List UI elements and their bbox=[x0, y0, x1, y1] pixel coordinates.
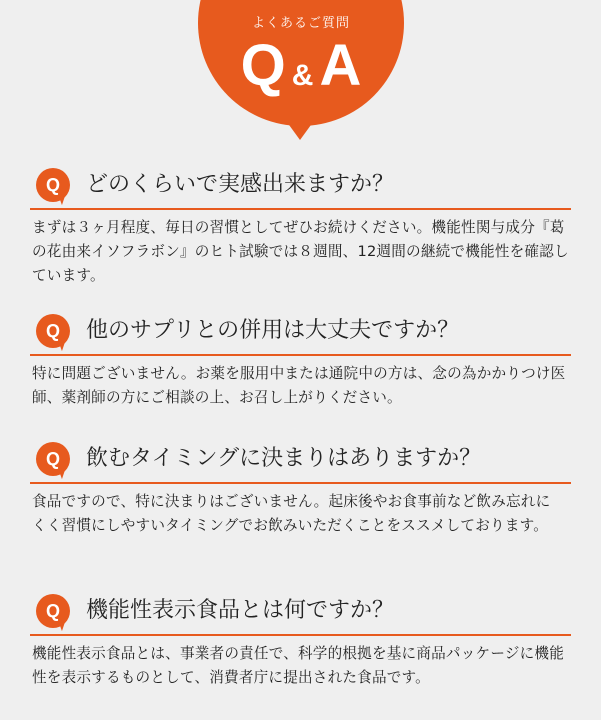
q-badge-letter: Q bbox=[45, 601, 60, 621]
q-badge-letter: Q bbox=[45, 175, 60, 195]
faq-answer: まずは３ヶ月程度、毎日の習慣としてぜひお続けください。機能性関与成分『葛の花由来イソフラボン』のヒト試験では８週間、12週間の継続で機能性を確認しています。 bbox=[32, 219, 569, 284]
faq-answer: 特に問題ございません。お薬を服用中または通院中の方は、念の為かかりつけ医師、薬剤師の方にご相談の上、お召し上がりください。 bbox=[32, 365, 566, 406]
faq-question-row bbox=[0, 312, 601, 352]
header-qa-title bbox=[198, 33, 404, 98]
q-badge-letter: Q bbox=[45, 449, 60, 469]
q-badge-letter: Q bbox=[45, 321, 60, 341]
faq-divider bbox=[30, 634, 571, 636]
header-ampersand: & bbox=[291, 59, 314, 92]
faq-question: 飲むタイミングに決まりはありますか？ bbox=[86, 446, 482, 471]
faq-question: どのくらいで実感出来ますか？ bbox=[86, 172, 395, 197]
faq-question-row bbox=[0, 592, 601, 632]
header-q-letter: Q bbox=[240, 33, 286, 98]
faq-question: 他のサプリとの併用は大丈夫ですか？ bbox=[86, 318, 460, 343]
header-a-letter: A bbox=[319, 33, 362, 98]
faq-answer: 機能性表示食品とは、事業者の責任で、科学的根拠を基に商品パッケージに機能性を表示するものとして、消費者庁に提出された食品です。 bbox=[32, 645, 564, 686]
faq-question: 機能性表示食品とは何ですか？ bbox=[86, 598, 395, 623]
faq-divider bbox=[30, 354, 571, 356]
faq-question-row bbox=[0, 166, 601, 206]
faq-divider bbox=[30, 208, 571, 210]
header-subtitle: よくあるご質問 bbox=[251, 16, 350, 31]
faq-question-row bbox=[0, 440, 601, 480]
faq-answer: 食品ですので、特に決まりはございません。起床後やお食事前など飲み忘れに くく習慣にしやすいタイミングでお飲みいただくことをススメしております。 bbox=[32, 493, 566, 534]
qa-header bbox=[0, 0, 601, 150]
faq-divider bbox=[30, 482, 571, 484]
header-speech-bubble-tail bbox=[284, 118, 316, 140]
